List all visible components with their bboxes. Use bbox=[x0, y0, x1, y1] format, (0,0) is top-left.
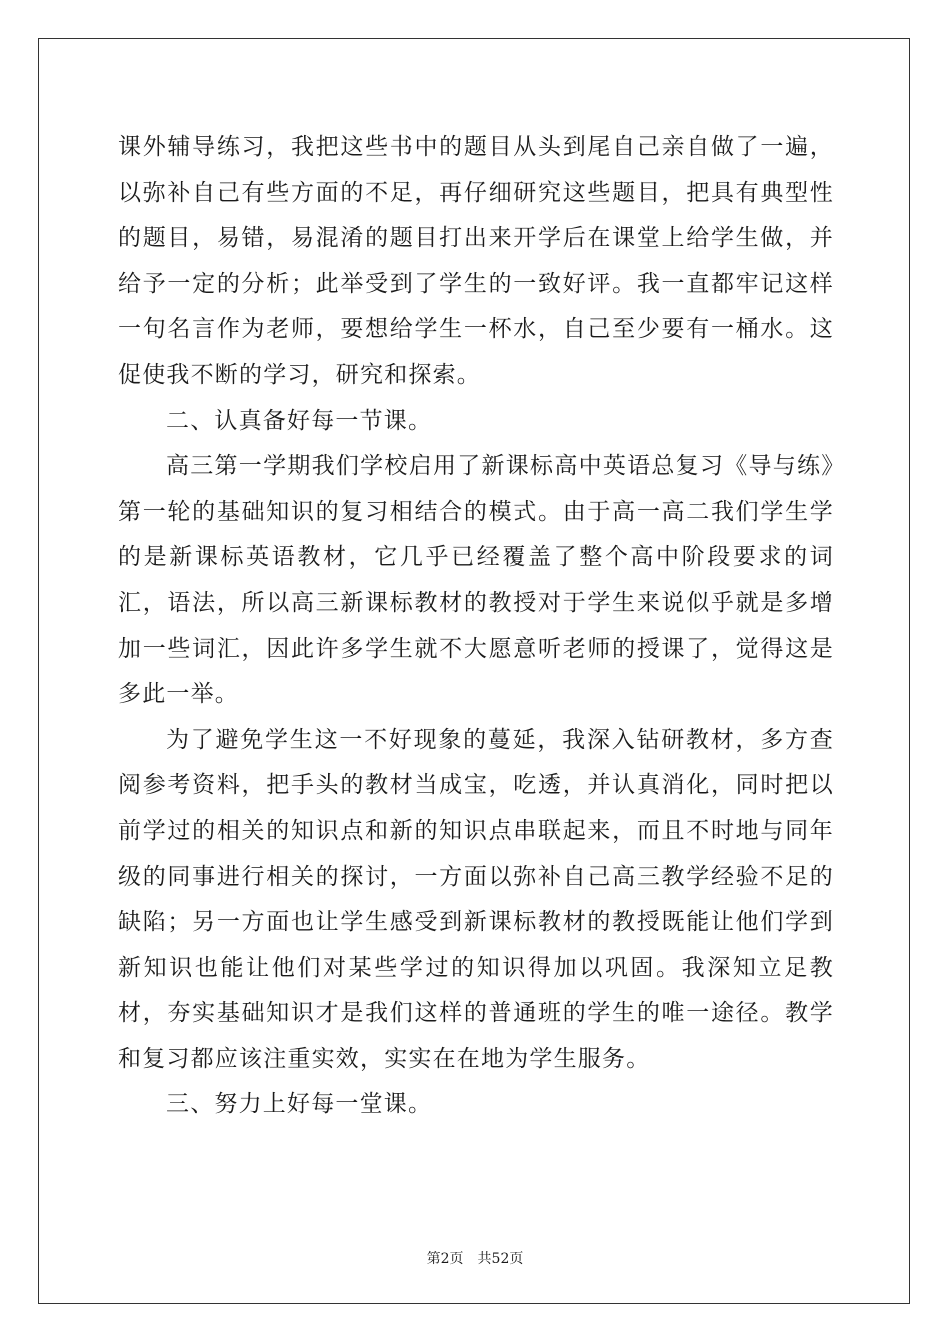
page-total: 共52页 bbox=[477, 1251, 524, 1267]
page-number: 第2页 bbox=[426, 1251, 464, 1267]
section-heading-2: 二、认真备好每一节课。 bbox=[166, 407, 433, 434]
page-footer bbox=[0, 1248, 950, 1268]
document-body bbox=[118, 125, 834, 1128]
paragraph: 高三第一学期我们学校启用了新课标高中英语总复习《导与练》第一轮的基础知识的复习相结合的模式。由于高一高二我们学生学的是新课标英语教材，它几乎已经覆盖了整个高中阶段要求的词汇，语法，所以高三新课标教材的教授对于学生来说似乎就是多增加一些词汇，因此许多学生就不大愿意听老师的授课了，觉得这是多此一举。 bbox=[118, 453, 834, 708]
paragraph: 为了避免学生这一不好现象的蔓延，我深入钻研教材，多方查阅参考资料，把手头的教材当成宝，吃透，并认真消化，同时把以前学过的相关的知识点和新的知识点串联起来，而且不时地与同年级的同事进行相关的探讨，一方面以弥补自己高三教学经验不足的缺陷；另一方面也让学生感受到新课标教材的教授既能让他们学到新知识也能让他们对某些学过的知识得加以巩固。我深知立足教材，夯实基础知识才是我们这样的普通班的学生的唯一途径。教学和复习都应该注重实效，实实在在地为学生服务。 bbox=[118, 726, 834, 1072]
section-heading-3: 三、努力上好每一堂课。 bbox=[166, 1091, 433, 1118]
paragraph-continuation: 课外辅导练习，我把这些书中的题目从头到尾自己亲自做了一遍，以弥补自己有些方面的不足，再仔细研究这些题目，把具有典型性的题目，易错，易混淆的题目打出来开学后在课堂上给学生做，并给予一定的分析；此举受到了学生的一致好评。我一直都牢记这样一句名言作为老师，要想给学生一杯水，自己至少要有一桶水。这促使我不断的学习，研究和探索。 bbox=[118, 134, 834, 388]
